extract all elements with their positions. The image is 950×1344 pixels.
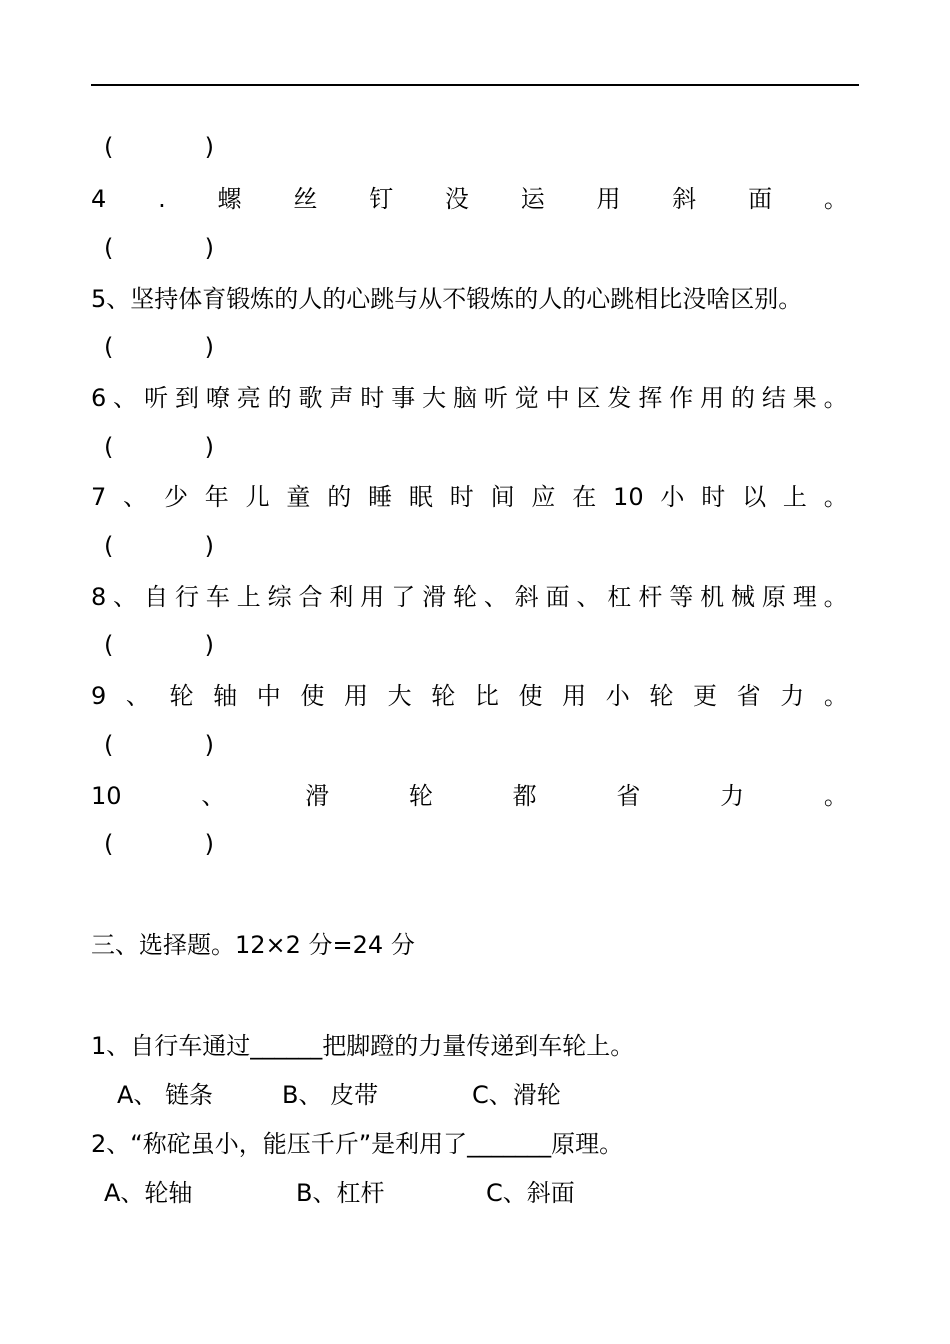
question-char: 、 — [201, 782, 226, 810]
question-char: 事 — [391, 384, 416, 412]
question-char: 运 — [520, 185, 545, 213]
question-char: 中 — [256, 682, 281, 710]
question-char: 理 — [792, 583, 817, 611]
mc-options-2 — [0, 1173, 950, 1213]
mc1-option-a: A、 链条 — [117, 1081, 214, 1109]
question-char: 眠 — [408, 483, 433, 511]
question-char: 用 — [562, 682, 587, 710]
question-char: 歌 — [298, 384, 323, 412]
question-char: 、 — [113, 583, 138, 611]
question-char: 。 — [823, 483, 848, 511]
question-char: 滑 — [422, 583, 447, 611]
question-char: 合 — [298, 583, 323, 611]
question-char: 7 — [91, 483, 107, 511]
question-char: 时 — [449, 483, 474, 511]
question-char: 斜 — [514, 583, 539, 611]
question-char: 、 — [576, 583, 601, 611]
question-char: 轮 — [408, 782, 433, 810]
question-char: 面 — [748, 185, 773, 213]
question-char: 。 — [823, 583, 848, 611]
question-char: 轮 — [649, 682, 674, 710]
question-9 — [91, 676, 848, 716]
question-char: 轴 — [213, 682, 238, 710]
question-char: 中 — [545, 384, 570, 412]
question-char: 儿 — [245, 483, 270, 511]
answer-paren-9: ( ) — [104, 731, 214, 759]
question-char: 力 — [780, 682, 805, 710]
question-char: 的 — [267, 384, 292, 412]
mc-question-2: 2、“称砣虽小，能压千斤”是利用了_______原理。 — [91, 1130, 624, 1158]
question-char: 上 — [236, 583, 261, 611]
question-char: 年 — [204, 483, 229, 511]
question-char: 了 — [391, 583, 416, 611]
question-char: 轮 — [169, 682, 194, 710]
question-char: 滑 — [305, 782, 330, 810]
question-4 — [91, 179, 848, 219]
question-char: 使 — [300, 682, 325, 710]
mc1-option-c: C、滑轮 — [472, 1081, 561, 1109]
question-char: 更 — [693, 682, 718, 710]
question-char: 等 — [669, 583, 694, 611]
section-3-title: 三、选择题。12×2 分=24 分 — [91, 931, 415, 959]
question-char: 利 — [329, 583, 354, 611]
question-char: 比 — [474, 682, 499, 710]
question-6 — [91, 378, 848, 418]
question-char: 应 — [531, 483, 556, 511]
question-char: 的 — [327, 483, 352, 511]
question-10 — [91, 776, 848, 816]
question-char: 小 — [605, 682, 630, 710]
question-char: 时 — [360, 384, 385, 412]
mc2-option-b: B、杠杆 — [296, 1179, 385, 1207]
question-char: 以 — [742, 483, 767, 511]
question-char: 钉 — [369, 185, 394, 213]
question-char: 都 — [512, 782, 537, 810]
answer-paren-7: ( ) — [104, 532, 214, 560]
question-char: 。 — [823, 682, 848, 710]
question-char: 少 — [163, 483, 188, 511]
question-char: 10 — [613, 483, 644, 511]
question-char: 用 — [596, 185, 621, 213]
question-char: 上 — [782, 483, 807, 511]
question-char: 、 — [123, 483, 148, 511]
question-char: 。 — [823, 782, 848, 810]
question-char: 车 — [205, 583, 230, 611]
question-char: 没 — [444, 185, 469, 213]
answer-paren-8: ( ) — [104, 631, 214, 659]
question-char: 挥 — [638, 384, 663, 412]
question-char: 用 — [360, 583, 385, 611]
answer-paren-3: ( ) — [104, 133, 214, 161]
question-char: 大 — [387, 682, 412, 710]
question-char: 用 — [700, 384, 725, 412]
question-char: 6 — [91, 384, 107, 412]
question-char: 声 — [329, 384, 354, 412]
header-rule — [91, 84, 859, 86]
mc-options-1 — [0, 1075, 950, 1115]
question-char: 听 — [483, 384, 508, 412]
question-char: 力 — [720, 782, 745, 810]
answer-paren-5: ( ) — [104, 333, 214, 361]
question-char: 杠 — [607, 583, 632, 611]
question-char: 轮 — [452, 583, 477, 611]
mc-question-1: 1、自行车通过______把脚蹬的力量传递到车轮上。 — [91, 1032, 635, 1060]
question-char: 丝 — [293, 185, 318, 213]
question-char: 果 — [792, 384, 817, 412]
question-char: 省 — [616, 782, 641, 810]
mc2-option-a: A、轮轴 — [104, 1179, 193, 1207]
question-char: 发 — [607, 384, 632, 412]
question-char: 自 — [144, 583, 169, 611]
question-char: 综 — [267, 583, 292, 611]
question-char: 在 — [572, 483, 597, 511]
question-char: 大 — [422, 384, 447, 412]
question-char: 8 — [91, 583, 107, 611]
question-char: 斜 — [672, 185, 697, 213]
question-char: 睡 — [368, 483, 393, 511]
question-char: 行 — [174, 583, 199, 611]
question-char: 区 — [576, 384, 601, 412]
mc1-option-b: B、 皮带 — [282, 1081, 379, 1109]
question-5: 5、坚持体育锻炼的人的心跳与从不锻炼的人的心跳相比没啥区别。 — [91, 285, 803, 313]
question-char: 作 — [669, 384, 694, 412]
question-char: 、 — [113, 384, 138, 412]
question-char: 听 — [144, 384, 169, 412]
question-7 — [91, 477, 848, 517]
question-char: 省 — [736, 682, 761, 710]
question-char: 10 — [91, 782, 122, 810]
question-char: 用 — [344, 682, 369, 710]
mc2-option-c: C、斜面 — [486, 1179, 575, 1207]
question-char: 亮 — [236, 384, 261, 412]
question-char: 轮 — [431, 682, 456, 710]
question-char: 、 — [125, 682, 150, 710]
question-char: 结 — [761, 384, 786, 412]
question-char: 面 — [545, 583, 570, 611]
question-char: . — [158, 185, 166, 213]
question-char: 、 — [483, 583, 508, 611]
question-char: 觉 — [514, 384, 539, 412]
question-char: 童 — [286, 483, 311, 511]
question-8 — [91, 577, 848, 617]
question-char: 4 — [91, 185, 107, 213]
question-char: 原 — [761, 583, 786, 611]
question-char: 到 — [174, 384, 199, 412]
answer-paren-10: ( ) — [104, 830, 214, 858]
question-char: 嘹 — [205, 384, 230, 412]
question-char: 小 — [660, 483, 685, 511]
question-char: 时 — [701, 483, 726, 511]
question-char: 螺 — [217, 185, 242, 213]
question-char: 间 — [490, 483, 515, 511]
question-char: 。 — [823, 384, 848, 412]
answer-paren-6: ( ) — [104, 433, 214, 461]
question-char: 9 — [91, 682, 107, 710]
question-char: 使 — [518, 682, 543, 710]
question-char: 脑 — [452, 384, 477, 412]
answer-paren-4: ( ) — [104, 234, 214, 262]
question-char: 。 — [823, 185, 848, 213]
question-char: 械 — [730, 583, 755, 611]
question-char: 机 — [700, 583, 725, 611]
question-char: 的 — [730, 384, 755, 412]
question-char: 杆 — [638, 583, 663, 611]
